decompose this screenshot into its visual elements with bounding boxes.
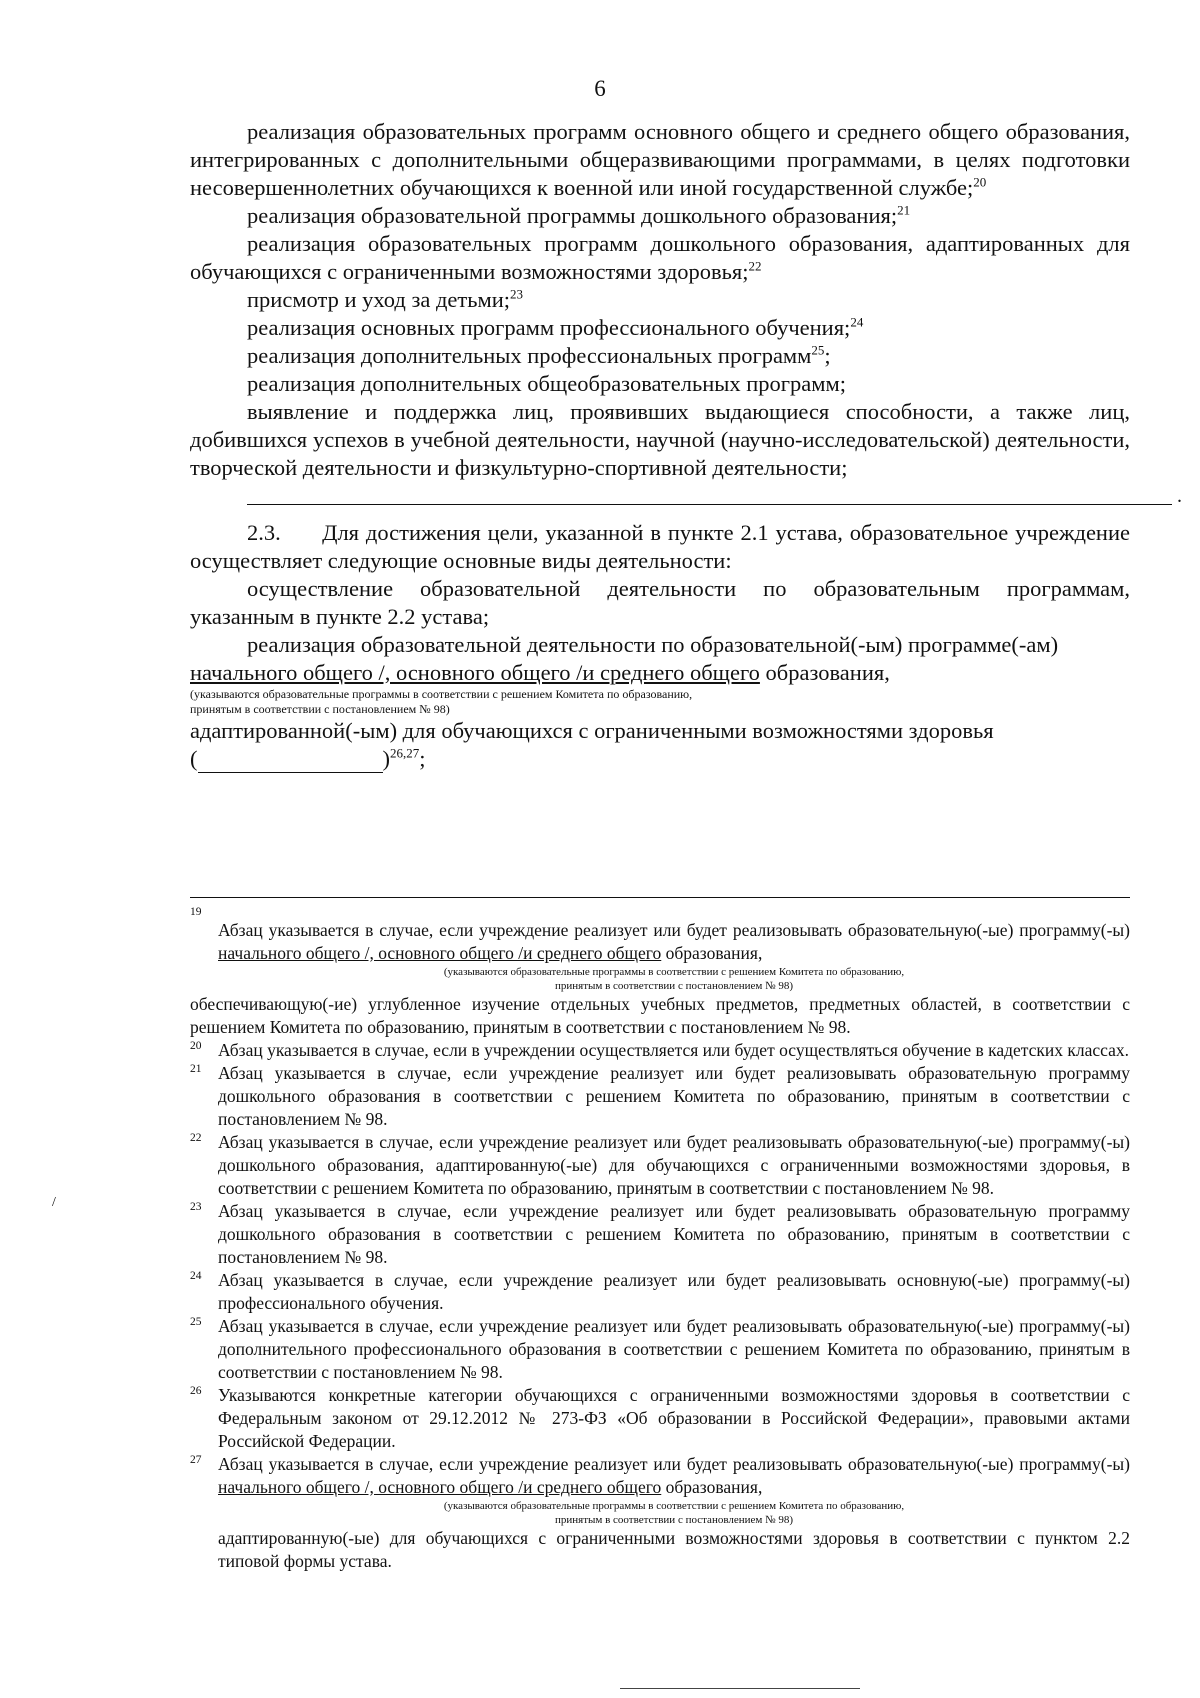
- paragraph-6: реализация дополнительных профессиональных программ$^{25}$;: [247, 342, 831, 368]
- paragraph-11: адаптированной(-ым) для обучающихся с ограниченными возможностями здоровья: [190, 718, 994, 743]
- footnote-ref-21: 21: [897, 202, 911, 218]
- paragraph-9: осуществление образовательной деятельности по образовательным программам, указанным в пункте 2.2 устава;: [190, 576, 1130, 629]
- footnote-mark: 25: [190, 1316, 202, 1328]
- footnote-separator: [190, 897, 1130, 898]
- footnote-24: 24 Абзац указывается в случае, если учреждение реализует или будет реализовывать основную(-ые) программу(-ы) профессионального обучения.: [190, 1269, 1130, 1315]
- section-number: 2.3.: [247, 520, 281, 545]
- footnote-20: 20 Абзац указывается в случае, если в учреждении осуществляется или будет осуществляться обучение в кадетских классах.: [190, 1039, 1130, 1062]
- paragraph-4: присмотр и уход за детьми;$^{23}$: [247, 286, 524, 312]
- paragraph-3: реализация образовательных программ дошкольного образования, адаптированных для обучающихся с ограниченными возможностями здоровья;$^{22}$: [190, 231, 1130, 284]
- footnote-21: 21 Абзац указывается в случае, если учреждение реализует или будет реализовывать образовательную программу дошкольного образования в соответствии с решением Комитета по образованию, принятым в соответствии с постановлением № 98.: [190, 1062, 1130, 1131]
- paragraph-2: реализация образовательной программы дошкольного образования;$^{21}$: [247, 202, 911, 228]
- footnote-mark: 24: [190, 1270, 202, 1282]
- footnote-ref-23: 23: [510, 286, 524, 302]
- caption-line-1: (указываются образовательные программы в соответствии с решением Комитета по образованию,: [190, 687, 693, 701]
- footnote-19-continued: обеспечивающую(-ие) углубленное изучение отдельных учебных предметов, предметных областей, в соответствии с решением Комитета по образованию, принятым в соответствии с постановлением № 98.: [190, 994, 1130, 1037]
- footnote-25: 25 Абзац указывается в случае, если учреждение реализует или будет реализовывать образовательную(-ые) программу(-ы) дополнительного профессионального образования в соответствии с решением Комитета по образованию, принятым в соответствии с постановлением № 98.: [190, 1315, 1130, 1384]
- main-text: [190, 118, 1182, 773]
- footnote-mark: 22: [190, 1132, 202, 1144]
- footnote-23: 23 Абзац указывается в случае, если учреждение реализует или будет реализовывать образовательную программу дошкольного образования в соответствии с решением Комитета по образованию, принятым в соответствии с постановлением № 98.: [190, 1200, 1130, 1269]
- paragraph-10-programs: начального общего /, основного общего /и среднего общего образования,: [190, 660, 890, 685]
- footnote-27: 27 Абзац указывается в случае, если учреждение реализует или будет реализовывать образовательную(-ые) программу(-ы) начального общего /, основного общего /и среднего общего образования, (указываются образовательные программы в соответствии с решением Комитета по образованию, принятым в соответствии с постановлением № 98) адаптированную(-ые) для обучающихся с ограниченными возможностями здоровья в соответствии с пунктом 2.2 типовой формы устава.: [190, 1453, 1130, 1573]
- programs-fill-in: начального общего /, основного общего /и среднего общего: [190, 660, 760, 685]
- category-blank: ( ): [190, 746, 390, 771]
- blank-fill-line: [247, 485, 1182, 507]
- blank-underline: [198, 752, 383, 773]
- footnote-mark: 20: [190, 1040, 202, 1052]
- paragraph-11-blank: ( )$^{26,27}$;: [190, 745, 426, 771]
- bottom-edge-rule: [620, 1688, 860, 1689]
- page-number: 6: [594, 76, 606, 101]
- footnote-ref-25: 25: [811, 342, 825, 358]
- footnote-ref-24: 24: [850, 314, 864, 330]
- footnote-mark: 21: [190, 1063, 202, 1075]
- paragraph-1: реализация образовательных программ основного общего и среднего общего образования, интегрированных с дополнительными общеразвивающими программами, в целях подготовки несовершеннолетних обучающихся к военной или иной государственной службе;$^{20}$: [190, 119, 1130, 200]
- margin-mark: /: [52, 1195, 56, 1210]
- blank-line-dot: .: [1177, 485, 1182, 507]
- footnote-mark: 27: [190, 1454, 202, 1466]
- footnote-22: 22 Абзац указывается в случае, если учреждение реализует или будет реализовывать образовательную(-ые) программу(-ы) дошкольного образования, адаптированную(-ые) для обучающихся с ограниченными возможностями здоровья, в соответствии с решением Комитета по образованию, принятым в соответствии с постановлением № 98.: [190, 1131, 1130, 1200]
- footnote-ref-26-27: 26,27: [390, 745, 420, 761]
- section-2-3: 2.3. Для достижения цели, указанной в пункте 2.1 устава, образовательное учреждение осуществляет следующие основные виды деятельности:: [190, 520, 1130, 573]
- footnotes: [190, 905, 1130, 1573]
- paragraph-8: выявление и поддержка лиц, проявивших выдающиеся способности, а также лиц, добившихся успехов в учебной деятельности, научной (научно-исследовательской) деятельности, творческой деятельности и физкультурно-спортивной деятельности;: [190, 399, 1130, 480]
- footnote-ref-20: 20: [973, 174, 987, 190]
- paragraph-5: реализация основных программ профессионального обучения;$^{24}$: [247, 314, 864, 340]
- footnote-19: 19 Абзац указывается в случае, если учреждение реализует или будет реализовывать образовательную(-ые) программу(-ы) начального общего /, основного общего /и среднего общего образования, (указываются образовательные программы в соответствии с решением Комитета по образованию, принятым в соответствии с постановлением № 98): [190, 905, 1130, 993]
- paragraph-7: реализация дополнительных общеобразовательных программ;: [247, 371, 846, 396]
- footnote-mark: 23: [190, 1201, 202, 1213]
- footnote-26: 26 Указываются конкретные категории обучающихся с ограниченными возможностями здоровья в соответствии с Федеральным законом от 29.12.2012 № 273-ФЗ «Об образовании в Российской Федерации», правовыми актами Российской Федерации.: [190, 1384, 1130, 1453]
- footnote-mark: 26: [190, 1385, 202, 1397]
- caption-line-2: принятым в соответствии с постановлением № 98): [190, 702, 450, 716]
- footnote-mark: 19: [190, 906, 202, 918]
- paragraph-10: реализация образовательной деятельности по образовательной(-ым) программе(-ам): [247, 632, 1059, 657]
- footnote-ref-22: 22: [748, 258, 762, 274]
